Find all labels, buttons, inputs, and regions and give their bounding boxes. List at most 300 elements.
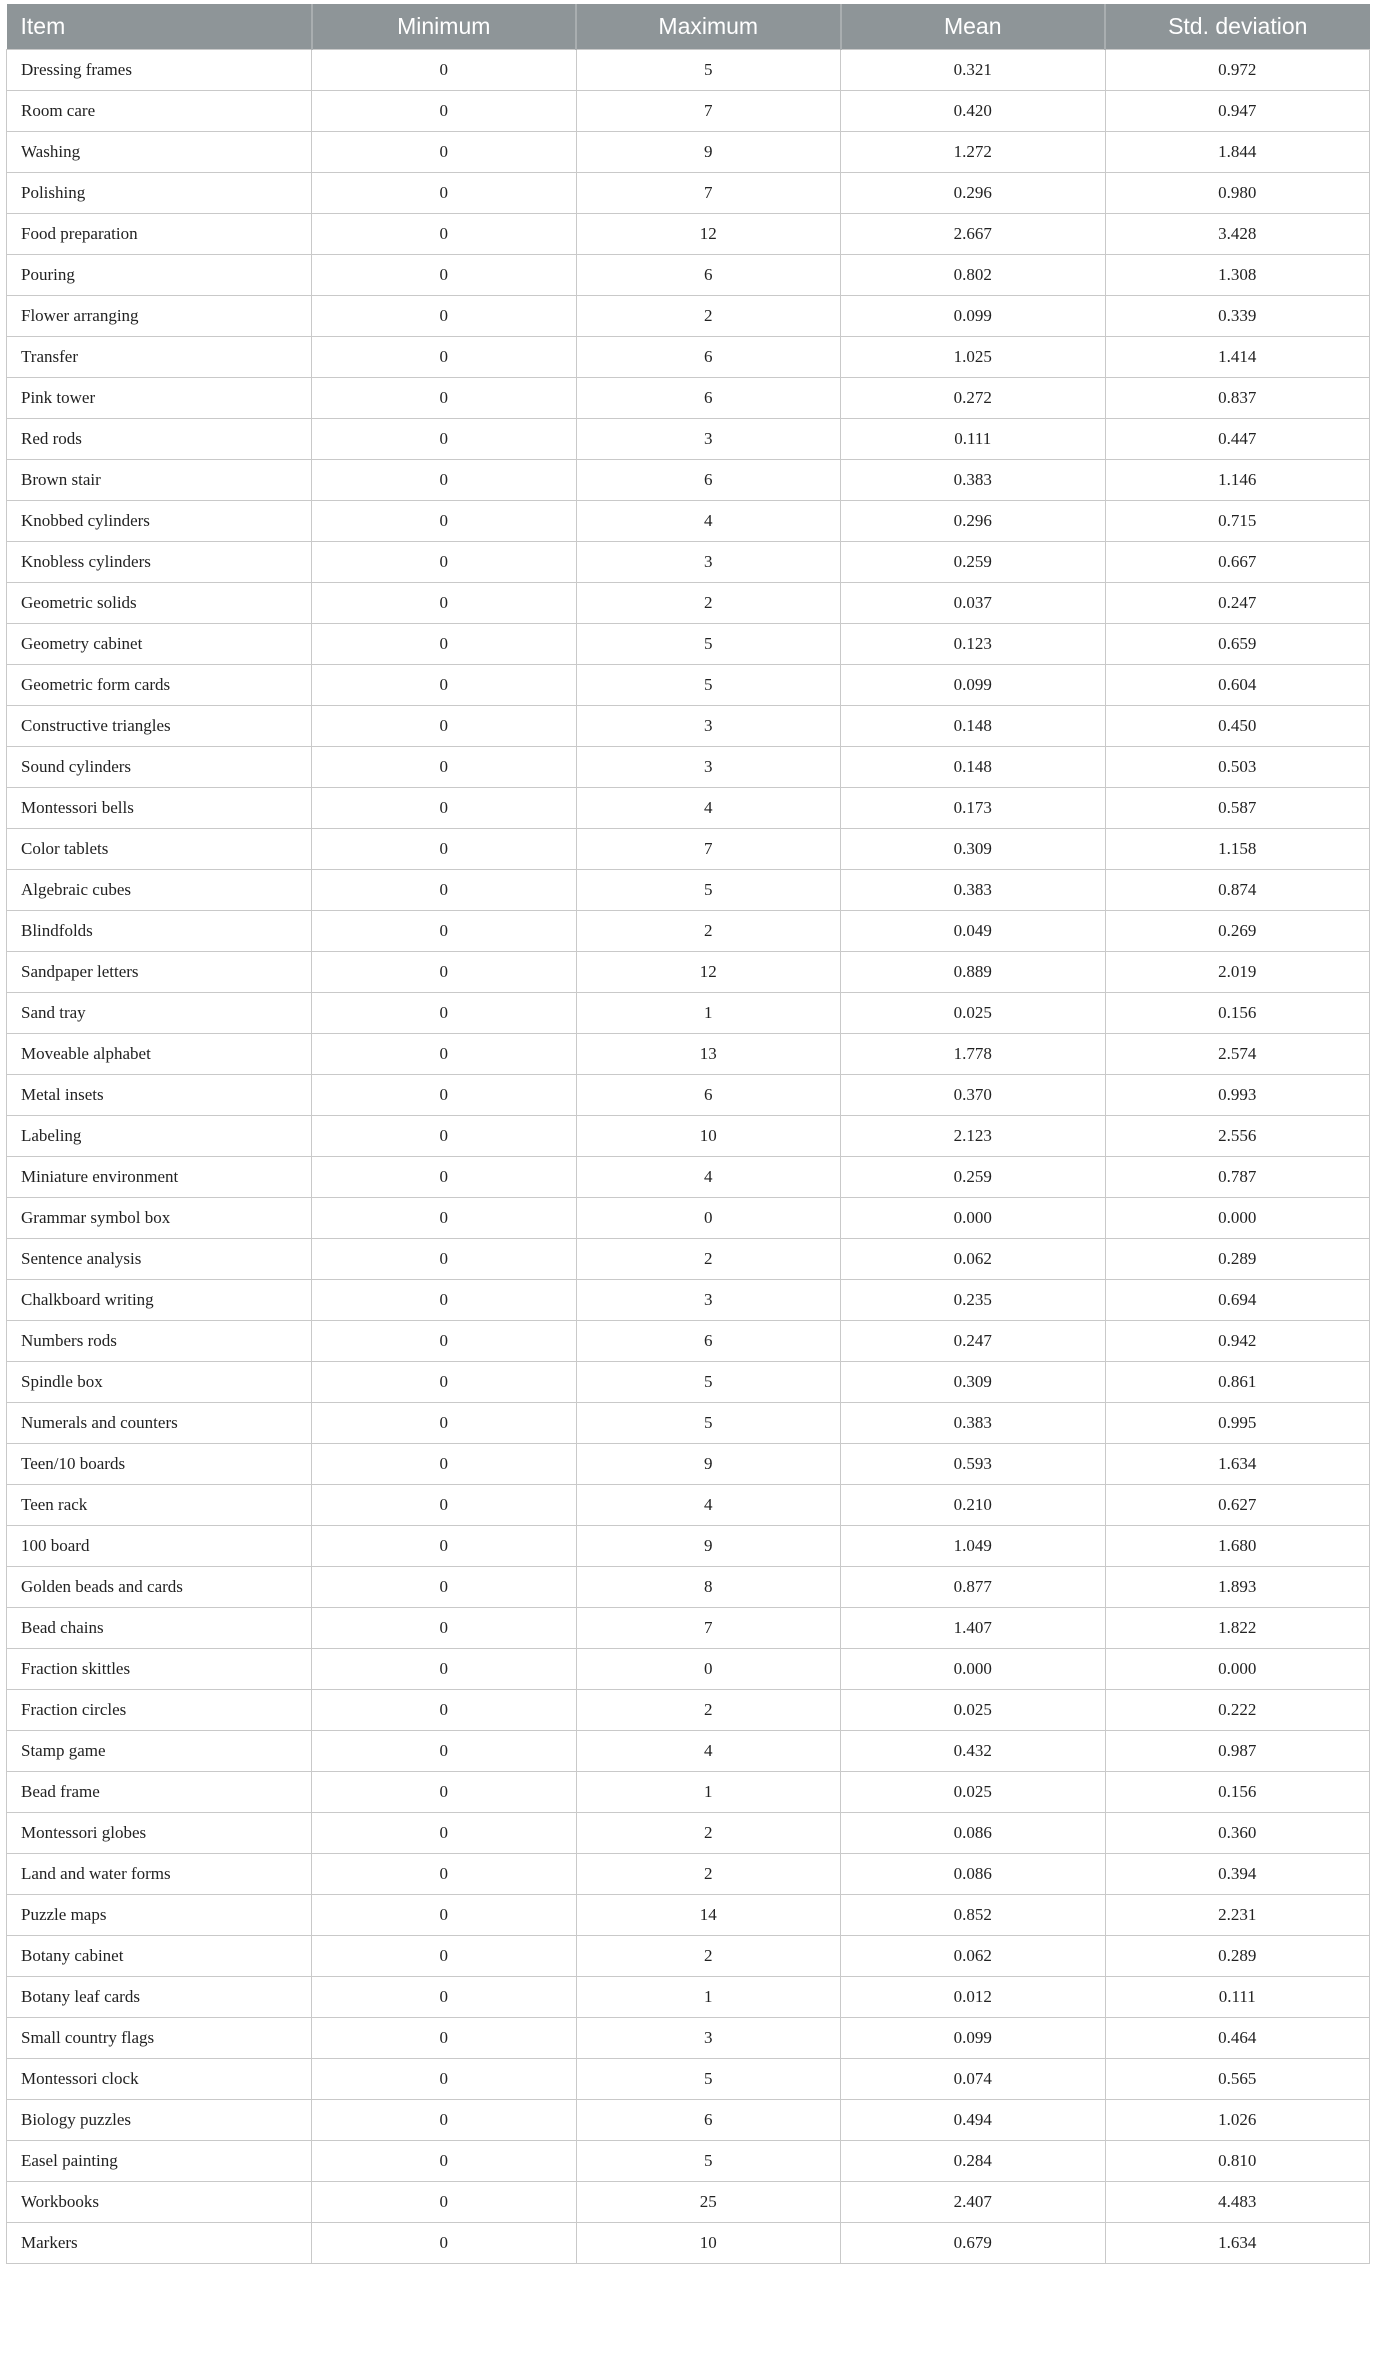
cell-std-deviation: 1.822	[1105, 1608, 1370, 1649]
cell-minimum: 0	[312, 1485, 577, 1526]
cell-std-deviation: 1.308	[1105, 255, 1370, 296]
cell-maximum: 5	[576, 870, 841, 911]
table-row	[7, 2059, 1370, 2100]
table-row	[7, 829, 1370, 870]
table-row	[7, 1116, 1370, 1157]
cell-std-deviation: 1.158	[1105, 829, 1370, 870]
cell-mean: 0.383	[841, 870, 1106, 911]
cell-mean: 0.494	[841, 2100, 1106, 2141]
cell-std-deviation: 2.019	[1105, 952, 1370, 993]
table-row	[7, 542, 1370, 583]
cell-item: Montessori globes	[7, 1813, 312, 1854]
cell-item: Brown stair	[7, 460, 312, 501]
cell-minimum: 0	[312, 214, 577, 255]
cell-maximum: 3	[576, 1280, 841, 1321]
table-row	[7, 1362, 1370, 1403]
cell-std-deviation: 0.000	[1105, 1198, 1370, 1239]
cell-mean: 0.383	[841, 1403, 1106, 1444]
cell-item: Flower arranging	[7, 296, 312, 337]
cell-mean: 0.012	[841, 1977, 1106, 2018]
cell-std-deviation: 0.222	[1105, 1690, 1370, 1731]
cell-std-deviation: 1.414	[1105, 337, 1370, 378]
cell-mean: 0.099	[841, 665, 1106, 706]
cell-maximum: 6	[576, 378, 841, 419]
cell-minimum: 0	[312, 2018, 577, 2059]
cell-maximum: 4	[576, 501, 841, 542]
cell-std-deviation: 0.980	[1105, 173, 1370, 214]
cell-mean: 0.259	[841, 542, 1106, 583]
cell-maximum: 13	[576, 1034, 841, 1075]
cell-maximum: 6	[576, 460, 841, 501]
cell-std-deviation: 0.565	[1105, 2059, 1370, 2100]
cell-mean: 0.296	[841, 173, 1106, 214]
cell-maximum: 3	[576, 706, 841, 747]
cell-item: Chalkboard writing	[7, 1280, 312, 1321]
cell-maximum: 7	[576, 173, 841, 214]
cell-maximum: 5	[576, 624, 841, 665]
table-row	[7, 1977, 1370, 2018]
cell-item: Labeling	[7, 1116, 312, 1157]
cell-mean: 0.148	[841, 706, 1106, 747]
cell-minimum: 0	[312, 870, 577, 911]
cell-item: Room care	[7, 91, 312, 132]
cell-item: Workbooks	[7, 2182, 312, 2223]
cell-mean: 0.679	[841, 2223, 1106, 2264]
cell-mean: 1.778	[841, 1034, 1106, 1075]
cell-maximum: 2	[576, 1854, 841, 1895]
table-row	[7, 1157, 1370, 1198]
cell-item: Bead chains	[7, 1608, 312, 1649]
table-row	[7, 50, 1370, 91]
cell-minimum: 0	[312, 132, 577, 173]
cell-std-deviation: 0.587	[1105, 788, 1370, 829]
cell-minimum: 0	[312, 2182, 577, 2223]
cell-item: Bead frame	[7, 1772, 312, 1813]
cell-maximum: 4	[576, 1485, 841, 1526]
cell-mean: 0.259	[841, 1157, 1106, 1198]
cell-std-deviation: 0.987	[1105, 1731, 1370, 1772]
cell-item: Geometry cabinet	[7, 624, 312, 665]
cell-item: Puzzle maps	[7, 1895, 312, 1936]
cell-item: Montessori clock	[7, 2059, 312, 2100]
table-row	[7, 255, 1370, 296]
header-maximum: Maximum	[576, 4, 841, 50]
cell-minimum: 0	[312, 1567, 577, 1608]
cell-std-deviation: 0.289	[1105, 1936, 1370, 1977]
table-row	[7, 706, 1370, 747]
cell-mean: 2.123	[841, 1116, 1106, 1157]
cell-mean: 0.074	[841, 2059, 1106, 2100]
cell-maximum: 1	[576, 1977, 841, 2018]
cell-maximum: 5	[576, 665, 841, 706]
cell-minimum: 0	[312, 1321, 577, 1362]
cell-std-deviation: 0.394	[1105, 1854, 1370, 1895]
cell-maximum: 9	[576, 132, 841, 173]
cell-mean: 0.284	[841, 2141, 1106, 2182]
cell-mean: 0.877	[841, 1567, 1106, 1608]
cell-minimum: 0	[312, 501, 577, 542]
cell-maximum: 9	[576, 1444, 841, 1485]
cell-mean: 0.852	[841, 1895, 1106, 1936]
header-minimum: Minimum	[312, 4, 577, 50]
cell-std-deviation: 0.269	[1105, 911, 1370, 952]
cell-item: Red rods	[7, 419, 312, 460]
cell-maximum: 6	[576, 1075, 841, 1116]
cell-item: Knobbed cylinders	[7, 501, 312, 542]
cell-mean: 0.000	[841, 1198, 1106, 1239]
table-row	[7, 911, 1370, 952]
cell-item: Small country flags	[7, 2018, 312, 2059]
cell-std-deviation: 0.604	[1105, 665, 1370, 706]
cell-std-deviation: 0.694	[1105, 1280, 1370, 1321]
cell-std-deviation: 1.634	[1105, 2223, 1370, 2264]
descriptive-statistics-table	[6, 4, 1370, 2264]
table-row	[7, 501, 1370, 542]
table-row	[7, 624, 1370, 665]
cell-std-deviation: 0.360	[1105, 1813, 1370, 1854]
cell-maximum: 0	[576, 1649, 841, 1690]
cell-minimum: 0	[312, 1403, 577, 1444]
cell-item: Fraction skittles	[7, 1649, 312, 1690]
cell-item: Food preparation	[7, 214, 312, 255]
cell-item: Land and water forms	[7, 1854, 312, 1895]
cell-item: Teen/10 boards	[7, 1444, 312, 1485]
cell-mean: 0.247	[841, 1321, 1106, 1362]
cell-std-deviation: 0.947	[1105, 91, 1370, 132]
cell-mean: 0.420	[841, 91, 1106, 132]
cell-minimum: 0	[312, 1813, 577, 1854]
table-row	[7, 788, 1370, 829]
table-row	[7, 1526, 1370, 1567]
cell-std-deviation: 2.231	[1105, 1895, 1370, 1936]
cell-mean: 1.407	[841, 1608, 1106, 1649]
table-row	[7, 132, 1370, 173]
table-row	[7, 1198, 1370, 1239]
cell-maximum: 4	[576, 788, 841, 829]
cell-minimum: 0	[312, 50, 577, 91]
cell-minimum: 0	[312, 583, 577, 624]
cell-minimum: 0	[312, 91, 577, 132]
header-mean: Mean	[841, 4, 1106, 50]
cell-mean: 0.235	[841, 1280, 1106, 1321]
cell-mean: 0.889	[841, 952, 1106, 993]
table-row	[7, 1567, 1370, 1608]
header-row	[7, 4, 1370, 50]
table-row	[7, 91, 1370, 132]
cell-maximum: 3	[576, 2018, 841, 2059]
cell-mean: 2.407	[841, 2182, 1106, 2223]
table-row	[7, 2018, 1370, 2059]
cell-item: Washing	[7, 132, 312, 173]
table-row	[7, 1936, 1370, 1977]
cell-mean: 1.025	[841, 337, 1106, 378]
cell-minimum: 0	[312, 2059, 577, 2100]
cell-minimum: 0	[312, 993, 577, 1034]
cell-std-deviation: 1.893	[1105, 1567, 1370, 1608]
cell-maximum: 3	[576, 747, 841, 788]
cell-maximum: 4	[576, 1157, 841, 1198]
cell-minimum: 0	[312, 460, 577, 501]
cell-maximum: 12	[576, 952, 841, 993]
cell-minimum: 0	[312, 542, 577, 583]
cell-std-deviation: 0.339	[1105, 296, 1370, 337]
cell-item: Spindle box	[7, 1362, 312, 1403]
cell-std-deviation: 1.680	[1105, 1526, 1370, 1567]
cell-maximum: 6	[576, 255, 841, 296]
cell-minimum: 0	[312, 1649, 577, 1690]
cell-std-deviation: 2.574	[1105, 1034, 1370, 1075]
cell-item: Fraction circles	[7, 1690, 312, 1731]
table-row	[7, 214, 1370, 255]
table-row	[7, 870, 1370, 911]
cell-std-deviation: 0.995	[1105, 1403, 1370, 1444]
header-item: Item	[7, 4, 312, 50]
cell-std-deviation: 0.972	[1105, 50, 1370, 91]
cell-mean: 0.370	[841, 1075, 1106, 1116]
cell-minimum: 0	[312, 1526, 577, 1567]
table-row	[7, 1649, 1370, 1690]
cell-item: Knobless cylinders	[7, 542, 312, 583]
cell-std-deviation: 0.447	[1105, 419, 1370, 460]
cell-mean: 0.309	[841, 829, 1106, 870]
cell-mean: 0.099	[841, 296, 1106, 337]
cell-item: Stamp game	[7, 1731, 312, 1772]
cell-minimum: 0	[312, 1854, 577, 1895]
table-row	[7, 296, 1370, 337]
cell-minimum: 0	[312, 1075, 577, 1116]
cell-mean: 0.111	[841, 419, 1106, 460]
cell-minimum: 0	[312, 1280, 577, 1321]
cell-item: Miniature environment	[7, 1157, 312, 1198]
cell-mean: 0.025	[841, 993, 1106, 1034]
cell-maximum: 6	[576, 1321, 841, 1362]
cell-mean: 0.272	[841, 378, 1106, 419]
cell-item: Biology puzzles	[7, 2100, 312, 2141]
cell-std-deviation: 3.428	[1105, 214, 1370, 255]
table-row	[7, 1321, 1370, 1362]
cell-item: Constructive triangles	[7, 706, 312, 747]
cell-mean: 0.432	[841, 1731, 1106, 1772]
cell-mean: 0.049	[841, 911, 1106, 952]
cell-item: Markers	[7, 2223, 312, 2264]
cell-mean: 1.272	[841, 132, 1106, 173]
table-row	[7, 1280, 1370, 1321]
cell-std-deviation: 0.667	[1105, 542, 1370, 583]
cell-minimum: 0	[312, 1034, 577, 1075]
cell-mean: 0.173	[841, 788, 1106, 829]
cell-maximum: 10	[576, 1116, 841, 1157]
cell-mean: 0.593	[841, 1444, 1106, 1485]
table-row	[7, 1034, 1370, 1075]
table-row	[7, 1485, 1370, 1526]
cell-std-deviation: 0.247	[1105, 583, 1370, 624]
cell-minimum: 0	[312, 665, 577, 706]
table-row	[7, 419, 1370, 460]
cell-maximum: 10	[576, 2223, 841, 2264]
cell-minimum: 0	[312, 624, 577, 665]
cell-maximum: 0	[576, 1198, 841, 1239]
cell-maximum: 1	[576, 993, 841, 1034]
cell-minimum: 0	[312, 2141, 577, 2182]
table-row	[7, 1444, 1370, 1485]
cell-std-deviation: 0.942	[1105, 1321, 1370, 1362]
cell-minimum: 0	[312, 1444, 577, 1485]
table-row	[7, 1075, 1370, 1116]
cell-item: Moveable alphabet	[7, 1034, 312, 1075]
cell-item: Geometric solids	[7, 583, 312, 624]
cell-mean: 0.321	[841, 50, 1106, 91]
table-row	[7, 2141, 1370, 2182]
cell-minimum: 0	[312, 1157, 577, 1198]
cell-minimum: 0	[312, 337, 577, 378]
cell-item: Algebraic cubes	[7, 870, 312, 911]
table-body	[7, 50, 1370, 2264]
cell-item: Pink tower	[7, 378, 312, 419]
cell-std-deviation: 1.634	[1105, 1444, 1370, 1485]
cell-mean: 0.062	[841, 1239, 1106, 1280]
cell-item: Montessori bells	[7, 788, 312, 829]
cell-maximum: 2	[576, 1239, 841, 1280]
cell-maximum: 12	[576, 214, 841, 255]
cell-mean: 0.296	[841, 501, 1106, 542]
cell-maximum: 2	[576, 911, 841, 952]
cell-minimum: 0	[312, 2100, 577, 2141]
cell-mean: 0.037	[841, 583, 1106, 624]
table-row	[7, 665, 1370, 706]
cell-std-deviation: 4.483	[1105, 2182, 1370, 2223]
cell-maximum: 3	[576, 419, 841, 460]
cell-item: Geometric form cards	[7, 665, 312, 706]
cell-item: 100 board	[7, 1526, 312, 1567]
cell-item: Transfer	[7, 337, 312, 378]
cell-std-deviation: 0.787	[1105, 1157, 1370, 1198]
table-row	[7, 1731, 1370, 1772]
table-row	[7, 1895, 1370, 1936]
cell-item: Sandpaper letters	[7, 952, 312, 993]
cell-mean: 0.025	[841, 1772, 1106, 1813]
cell-maximum: 5	[576, 1403, 841, 1444]
cell-minimum: 0	[312, 706, 577, 747]
cell-minimum: 0	[312, 1116, 577, 1157]
cell-mean: 0.309	[841, 1362, 1106, 1403]
cell-mean: 0.000	[841, 1649, 1106, 1690]
cell-std-deviation: 0.000	[1105, 1649, 1370, 1690]
cell-minimum: 0	[312, 1936, 577, 1977]
cell-item: Numbers rods	[7, 1321, 312, 1362]
cell-minimum: 0	[312, 1731, 577, 1772]
cell-std-deviation: 1.844	[1105, 132, 1370, 173]
cell-item: Sand tray	[7, 993, 312, 1034]
cell-minimum: 0	[312, 173, 577, 214]
cell-std-deviation: 0.837	[1105, 378, 1370, 419]
cell-maximum: 9	[576, 1526, 841, 1567]
cell-minimum: 0	[312, 1608, 577, 1649]
cell-mean: 0.210	[841, 1485, 1106, 1526]
cell-maximum: 2	[576, 583, 841, 624]
table-row	[7, 1813, 1370, 1854]
cell-maximum: 2	[576, 1936, 841, 1977]
table-row	[7, 1772, 1370, 1813]
table-row	[7, 583, 1370, 624]
cell-minimum: 0	[312, 1772, 577, 1813]
table-row	[7, 1608, 1370, 1649]
cell-mean: 2.667	[841, 214, 1106, 255]
cell-mean: 0.062	[841, 1936, 1106, 1977]
table-row	[7, 460, 1370, 501]
cell-mean: 0.383	[841, 460, 1106, 501]
table-row	[7, 993, 1370, 1034]
cell-minimum: 0	[312, 952, 577, 993]
cell-item: Pouring	[7, 255, 312, 296]
cell-minimum: 0	[312, 296, 577, 337]
cell-mean: 0.123	[841, 624, 1106, 665]
cell-minimum: 0	[312, 747, 577, 788]
cell-item: Polishing	[7, 173, 312, 214]
table-row	[7, 1403, 1370, 1444]
cell-minimum: 0	[312, 1690, 577, 1731]
cell-minimum: 0	[312, 2223, 577, 2264]
cell-mean: 0.086	[841, 1854, 1106, 1895]
cell-maximum: 7	[576, 91, 841, 132]
cell-minimum: 0	[312, 378, 577, 419]
table-row	[7, 1690, 1370, 1731]
cell-item: Sound cylinders	[7, 747, 312, 788]
table-row	[7, 747, 1370, 788]
cell-item: Grammar symbol box	[7, 1198, 312, 1239]
cell-item: Botany cabinet	[7, 1936, 312, 1977]
header-std-deviation: Std. deviation	[1105, 4, 1370, 50]
cell-maximum: 5	[576, 2141, 841, 2182]
table-row	[7, 2223, 1370, 2264]
cell-std-deviation: 0.464	[1105, 2018, 1370, 2059]
table-row	[7, 2182, 1370, 2223]
cell-item: Color tablets	[7, 829, 312, 870]
cell-mean: 0.148	[841, 747, 1106, 788]
cell-minimum: 0	[312, 1362, 577, 1403]
cell-maximum: 4	[576, 1731, 841, 1772]
cell-maximum: 14	[576, 1895, 841, 1936]
cell-item: Teen rack	[7, 1485, 312, 1526]
cell-minimum: 0	[312, 911, 577, 952]
cell-std-deviation: 0.450	[1105, 706, 1370, 747]
cell-minimum: 0	[312, 788, 577, 829]
cell-mean: 1.049	[841, 1526, 1106, 1567]
cell-maximum: 6	[576, 337, 841, 378]
cell-mean: 0.086	[841, 1813, 1106, 1854]
table-row	[7, 337, 1370, 378]
cell-maximum: 7	[576, 829, 841, 870]
table-row	[7, 2100, 1370, 2141]
cell-std-deviation: 1.146	[1105, 460, 1370, 501]
cell-maximum: 25	[576, 2182, 841, 2223]
cell-maximum: 2	[576, 296, 841, 337]
cell-std-deviation: 0.156	[1105, 993, 1370, 1034]
cell-item: Metal insets	[7, 1075, 312, 1116]
cell-std-deviation: 0.715	[1105, 501, 1370, 542]
cell-std-deviation: 0.289	[1105, 1239, 1370, 1280]
cell-item: Numerals and counters	[7, 1403, 312, 1444]
cell-item: Dressing frames	[7, 50, 312, 91]
cell-std-deviation: 0.111	[1105, 1977, 1370, 2018]
cell-maximum: 2	[576, 1813, 841, 1854]
table-row	[7, 173, 1370, 214]
cell-std-deviation: 0.874	[1105, 870, 1370, 911]
cell-std-deviation: 0.156	[1105, 1772, 1370, 1813]
cell-maximum: 5	[576, 50, 841, 91]
cell-std-deviation: 2.556	[1105, 1116, 1370, 1157]
cell-maximum: 3	[576, 542, 841, 583]
cell-maximum: 1	[576, 1772, 841, 1813]
